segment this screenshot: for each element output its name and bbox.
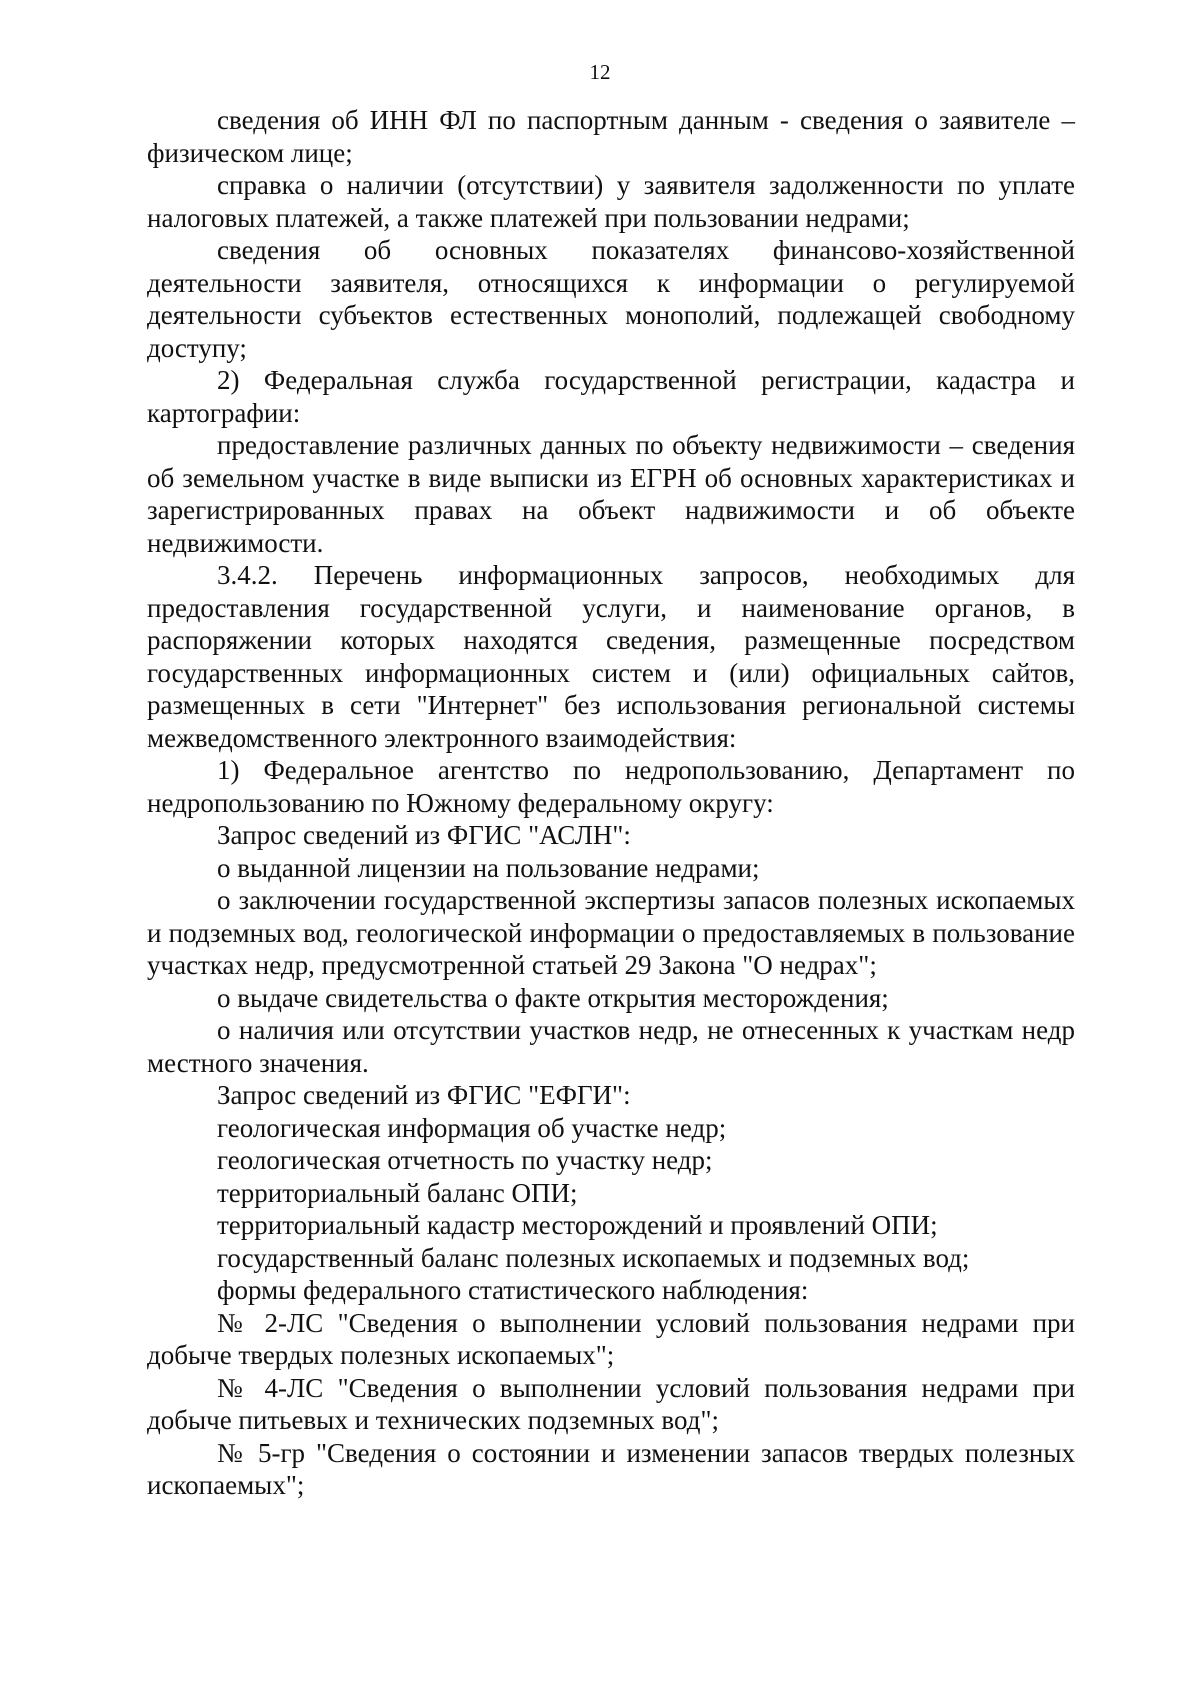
- paragraph: Запрос сведений из ФГИС "АСЛН":: [217, 820, 631, 850]
- paragraph: сведения об ИНН ФЛ по паспортным данным - сведения о заявителе – физическом лице;: [147, 105, 1075, 168]
- document-body: [147, 104, 1075, 1502]
- paragraph: сведения об основных показателях финансово-хозяйственной деятельности заявителя, относящихся к информации о регулируемой деятельности субъектов естественных монополий, подлежащей свободному доступу;: [147, 235, 1075, 363]
- paragraph: № 2-ЛС "Сведения о выполнении условий пользования недрами при добыче твердых полезных ископаемых";: [147, 1307, 1075, 1370]
- paragraph: территориальный баланс ОПИ;: [217, 1177, 578, 1208]
- paragraph: Запрос сведений из ФГИС "ЕФГИ":: [217, 1080, 631, 1110]
- paragraph: № 5-гр "Сведения о состоянии и изменении запасов твердых полезных ископаемых";: [147, 1437, 1075, 1500]
- page-number: 12: [589, 60, 611, 84]
- paragraph: о заключении государственной экспертизы запасов полезных ископаемых и подземных вод, геологической информации о предоставляемых в пользование участках недр, предусмотренной статьей 29 Закона "О недрах";: [147, 885, 1075, 980]
- paragraph: государственный баланс полезных ископаемых и подземных вод;: [217, 1242, 970, 1273]
- paragraph: о выданной лицензии на пользование недрами;: [217, 852, 760, 883]
- paragraph: геологическая информация об участке недр;: [217, 1112, 727, 1143]
- paragraph: о выдаче свидетельства о факте открытия месторождения;: [217, 982, 889, 1013]
- paragraph: 3.4.2. Перечень информационных запросов, необходимых для предоставления государственной услуги, и наименование органов, в распоряжении которых находятся сведения, размещенные посредством государственных информационных систем и (или) официальных сайтов, размещенных в сети "Интернет" без использования региональной системы межведомственного электронного взаимодействия:: [147, 560, 1075, 753]
- paragraph: 2) Федеральная служба государственной регистрации, кадастра и картографии:: [147, 365, 1075, 428]
- paragraph: территориальный кадастр месторождений и проявлений ОПИ;: [217, 1210, 938, 1240]
- paragraph: справка о наличии (отсутствии) у заявителя задолженности по уплате налоговых платежей, а также платежей при пользовании недрами;: [147, 170, 1075, 233]
- paragraph: 1) Федеральное агентство по недропользованию, Департамент по недропользованию по Южному федеральному округу:: [147, 755, 1075, 818]
- paragraph: геологическая отчетность по участку недр;: [217, 1145, 713, 1175]
- paragraph: предоставление различных данных по объекту недвижимости – сведения об земельном участке в виде выписки из ЕГРН об основных характеристиках и зарегистрированных правах на объект надвижимости и об объекте недвижимости.: [147, 430, 1075, 558]
- paragraph: № 4-ЛС "Сведения о выполнении условий пользования недрами при добыче питьевых и технических подземных вод";: [147, 1372, 1075, 1435]
- paragraph: формы федерального статистического наблюдения:: [217, 1275, 809, 1305]
- paragraph: о наличия или отсутствии участков недр, не отнесенных к участкам недр местного значения.: [147, 1015, 1075, 1078]
